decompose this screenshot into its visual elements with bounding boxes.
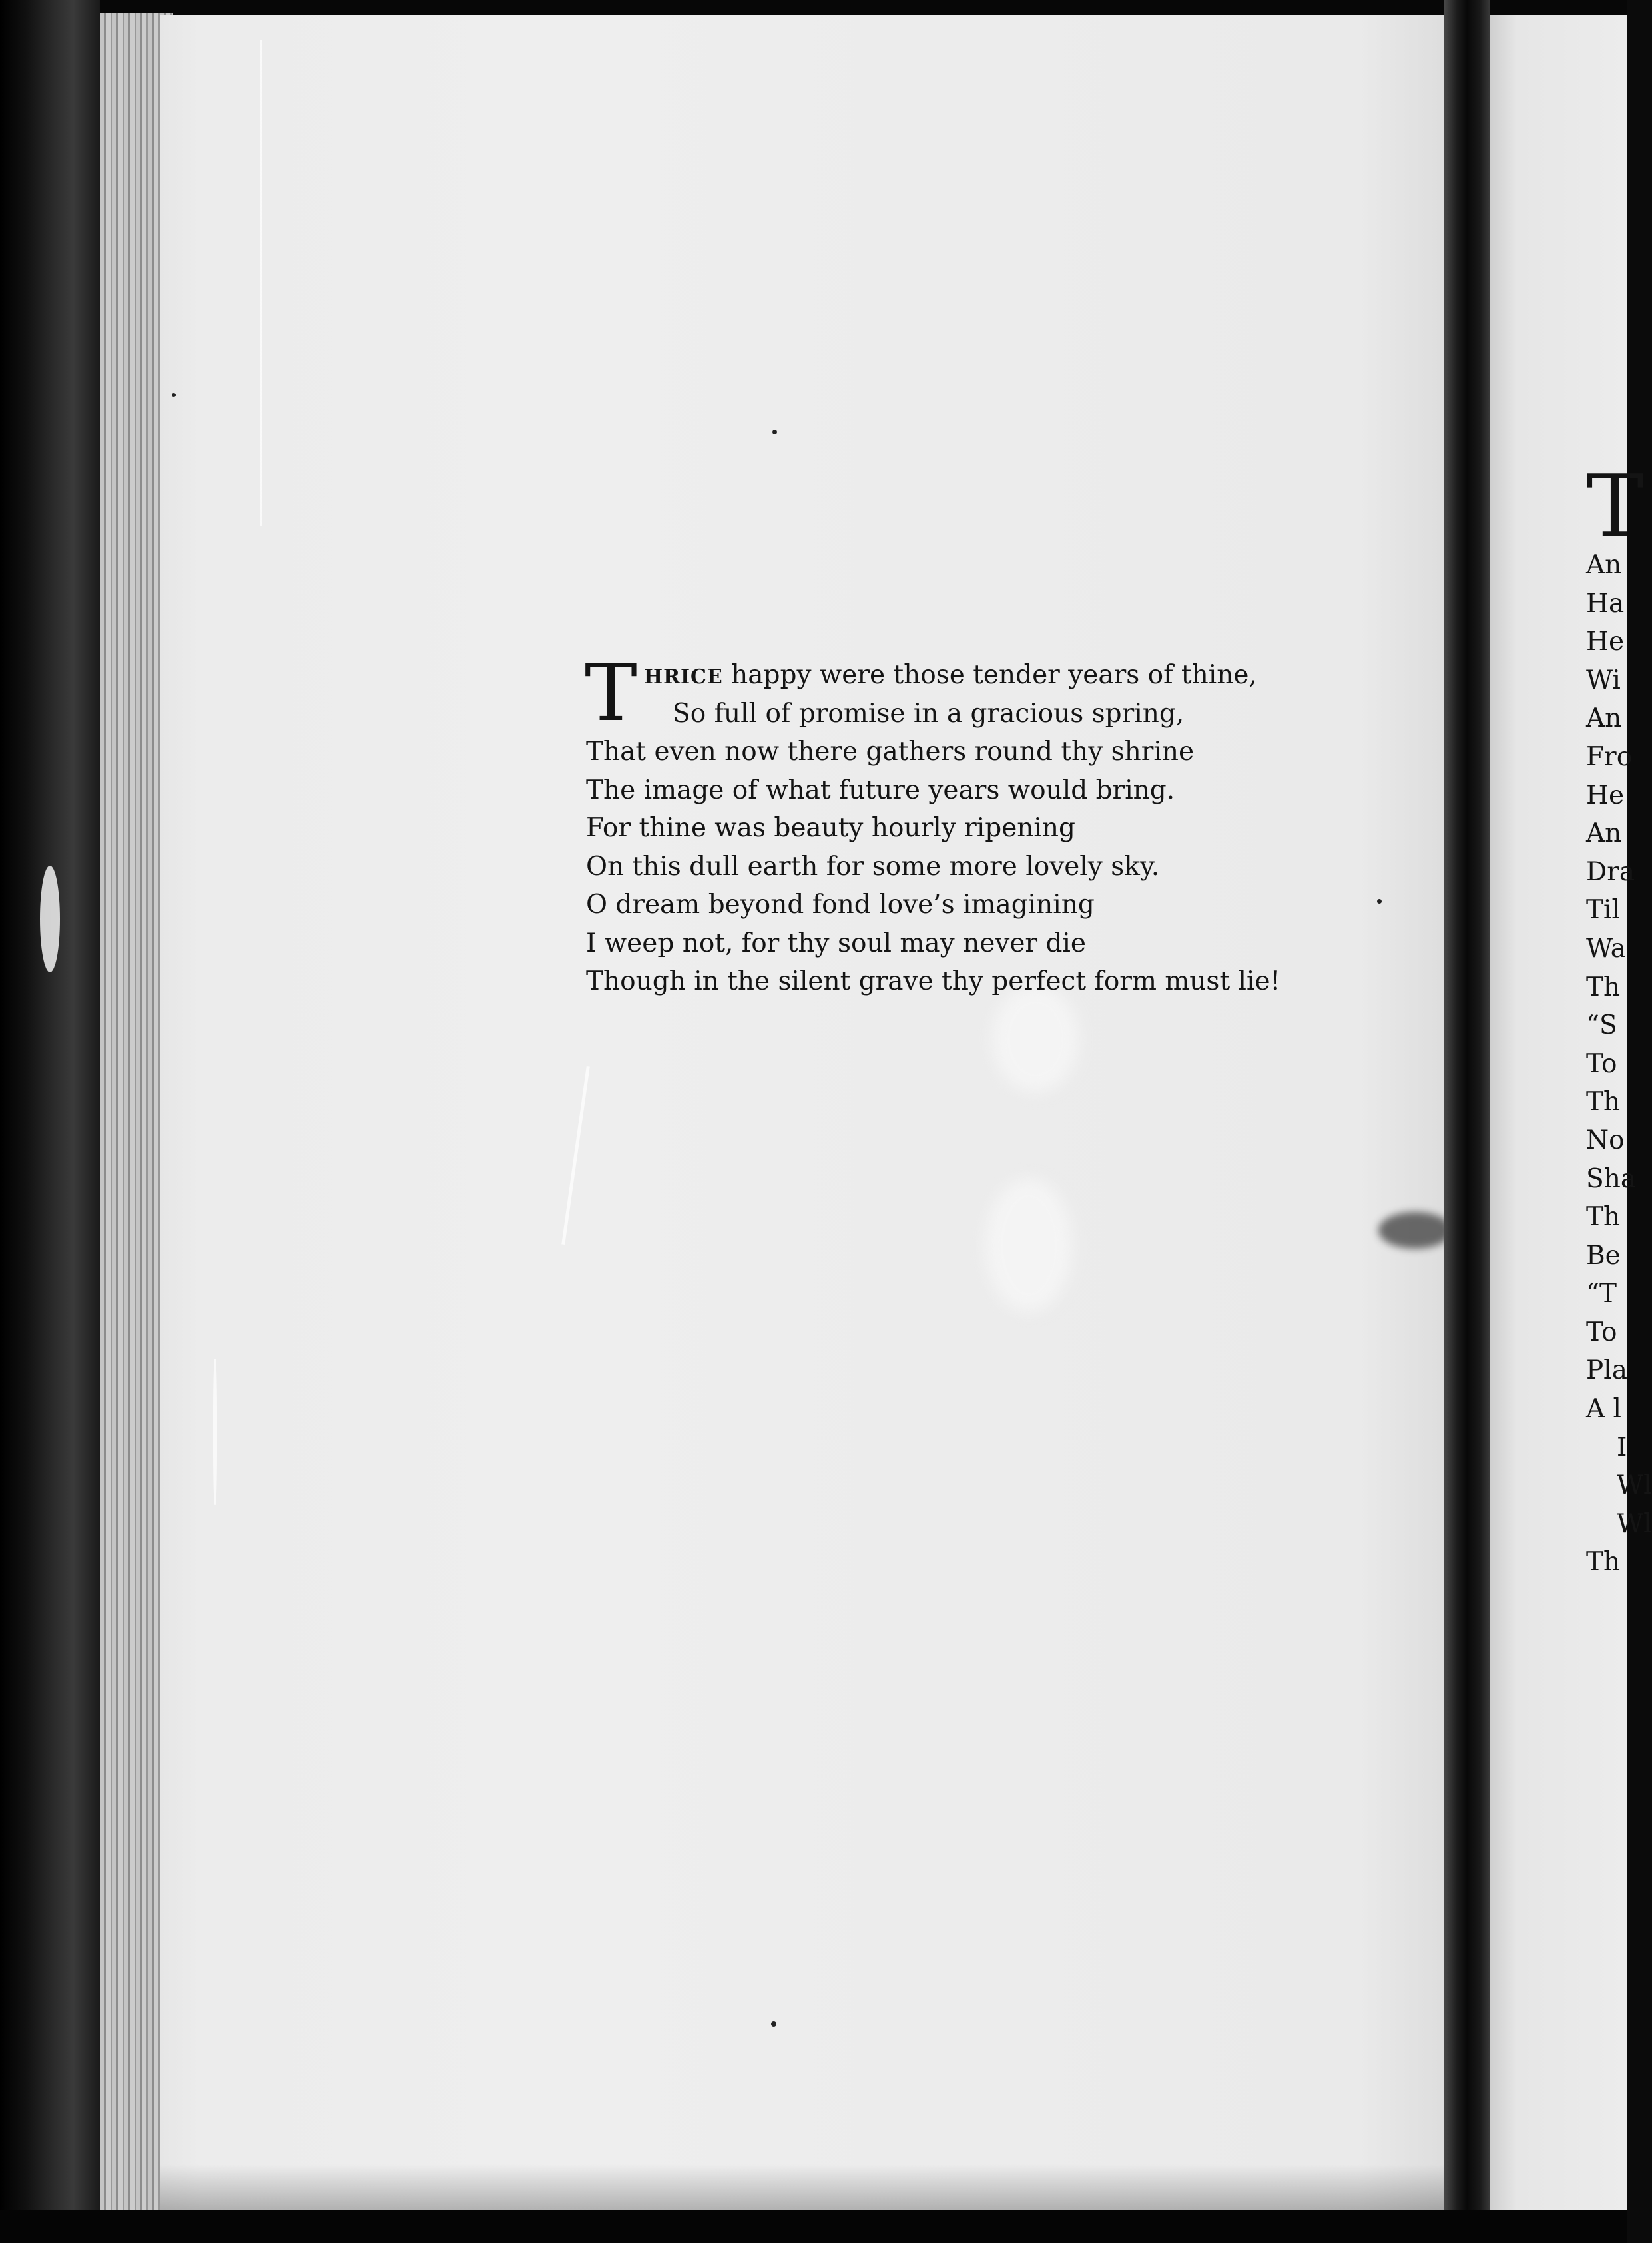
facing-line: I	[1617, 1432, 1627, 1462]
facing-line: Th	[1586, 1202, 1621, 1233]
facing-line: Wl	[1617, 1470, 1652, 1501]
poem-line: I weep not, for thy soul may never die	[586, 928, 1086, 958]
scratch-mark	[260, 40, 262, 526]
left-page	[160, 15, 1448, 2210]
facing-line: Wi	[1586, 665, 1621, 695]
first-word-small-caps: HRICE	[643, 665, 723, 689]
facing-page-text	[1586, 456, 1652, 1582]
book-gutter	[1444, 0, 1490, 2243]
facing-line: He	[1586, 627, 1625, 657]
facing-line: Th	[1586, 1087, 1621, 1118]
first-line-text: happy were those tender years of thine,	[722, 660, 1257, 690]
facing-line: Be	[1586, 1240, 1621, 1271]
poem-line: On this dull earth for some more lovely sky.	[586, 851, 1160, 882]
poem-line: O dream beyond fond love’s imagining	[586, 890, 1095, 920]
facing-line: An	[1586, 818, 1622, 849]
facing-line: He	[1586, 780, 1625, 810]
facing-line: “S	[1586, 1010, 1617, 1041]
facing-line: Wa	[1586, 933, 1626, 964]
speck-mark	[771, 2021, 776, 2027]
facing-line: Th	[1586, 1547, 1621, 1578]
scan-frame-bottom	[0, 2210, 1627, 2243]
poem-line: That even now there gathers round thy shrine	[586, 737, 1195, 767]
facing-line: Til	[1586, 895, 1620, 926]
drop-cap: T	[585, 647, 637, 739]
scratch-mark	[40, 866, 60, 972]
facing-line: Fro	[1586, 741, 1633, 772]
poem-text	[585, 647, 1281, 1001]
scan-frame-top	[0, 0, 1627, 15]
facing-drop-cap: T	[1586, 456, 1644, 557]
speck-mark	[172, 393, 176, 397]
poem-line	[586, 656, 1280, 695]
facing-line: An	[1586, 703, 1622, 734]
facing-line: “T	[1586, 1279, 1617, 1309]
speck-mark	[1377, 899, 1382, 904]
scratch-mark	[213, 1359, 217, 1505]
poem-line: So full of promise in a gracious spring,	[673, 698, 1185, 729]
facing-line: Ha	[1586, 588, 1625, 619]
facing-line: Sha	[1586, 1163, 1637, 1194]
page-bottom-shadow	[160, 2164, 1448, 2210]
facing-line: To	[1586, 1048, 1617, 1079]
blot-mark	[985, 1179, 1072, 1312]
facing-line: Dra	[1586, 856, 1635, 887]
facing-line: An	[1586, 550, 1622, 580]
poem-line: For thine was beauty hourly ripening	[586, 813, 1075, 843]
facing-line: To	[1586, 1317, 1617, 1347]
facing-line: No	[1586, 1125, 1625, 1155]
facing-line: Th	[1586, 972, 1621, 1002]
facing-line: A l	[1586, 1394, 1622, 1425]
facing-line: Wl	[1617, 1508, 1652, 1539]
facing-line: Pla	[1586, 1355, 1627, 1386]
speck-mark	[772, 430, 777, 434]
poem-line: The image of what future years would bring.	[586, 775, 1175, 805]
blot-mark	[992, 986, 1079, 1092]
poem-line: Though in the silent grave thy perfect form must lie!	[586, 966, 1281, 996]
book-cover-edge	[0, 0, 100, 2243]
smudge-mark	[1378, 1212, 1452, 1249]
